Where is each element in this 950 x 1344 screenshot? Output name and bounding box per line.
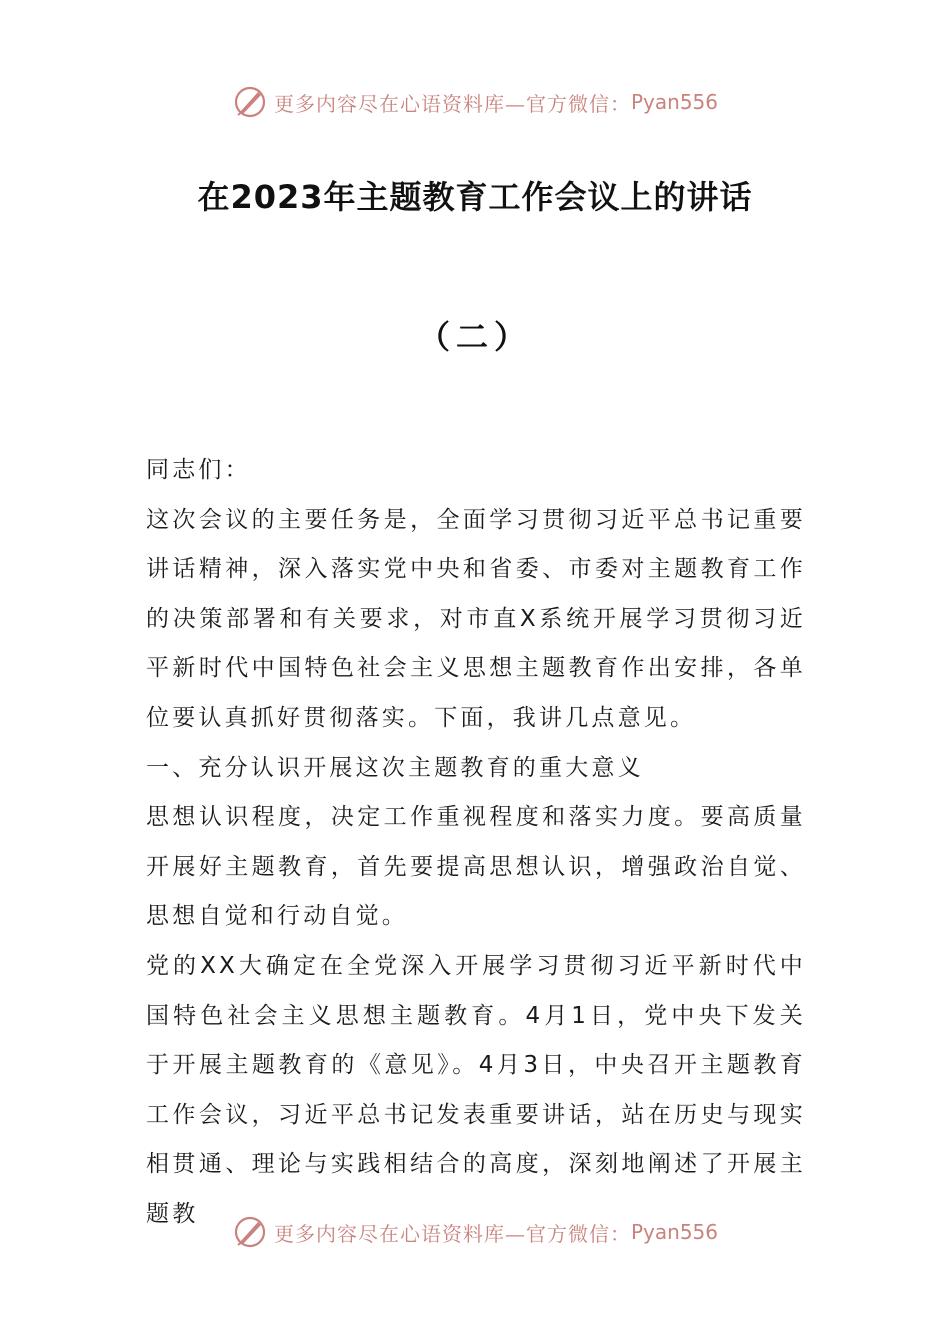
paragraph: 这次会议的主要任务是，全面学习贯彻习近平总书记重要讲话精神，深入落实党中央和省委、市委对主题教育工作的决策部署和有关要求，对市直X系统开展学习贯彻习近平新时代中国特色社会主义思想主题教育作出安排，各单位要认真抓好贯彻落实。下面，我讲几点意见。 xyxy=(146,506,806,731)
document-body xyxy=(146,446,806,1240)
salutation: 同志们： xyxy=(146,457,251,483)
section-heading: 一、充分认识开展这次主题教育的重大意义 xyxy=(146,754,644,781)
watermark-wechat-id: Pyan556 xyxy=(630,90,718,114)
document-title: 在2023年主题教育工作会议上的讲话 xyxy=(197,178,753,216)
footer-watermark xyxy=(0,1212,950,1252)
header-watermark xyxy=(0,82,950,122)
quill-logo-icon xyxy=(232,84,268,120)
watermark-text: 更多内容尽在心语资料库—官方微信： xyxy=(273,1221,631,1246)
paragraph: 思想认识程度，决定工作重视程度和落实力度。要高质量开展好主题教育，首先要提高思想认识，增强政治自觉、思想自觉和行动自觉。 xyxy=(146,804,806,930)
quill-logo-icon xyxy=(232,1214,268,1250)
document-subtitle: （二） xyxy=(417,318,532,356)
watermark-text: 更多内容尽在心语资料库—官方微信： xyxy=(273,91,631,116)
paragraph: 党的XX大确定在全党深入开展学习贯彻习近平新时代中国特色社会主义思想主题教育。4月1日，党中央下发关于开展主题教育的《意见》。4月3日，中央召开主题教育工作会议，习近平总书记发表重要讲话，站在历史与现实相贯通、理论与实践相结合的高度，深刻地阐述了开展主题教 xyxy=(146,952,806,1227)
watermark-wechat-id: Pyan556 xyxy=(630,1220,718,1244)
